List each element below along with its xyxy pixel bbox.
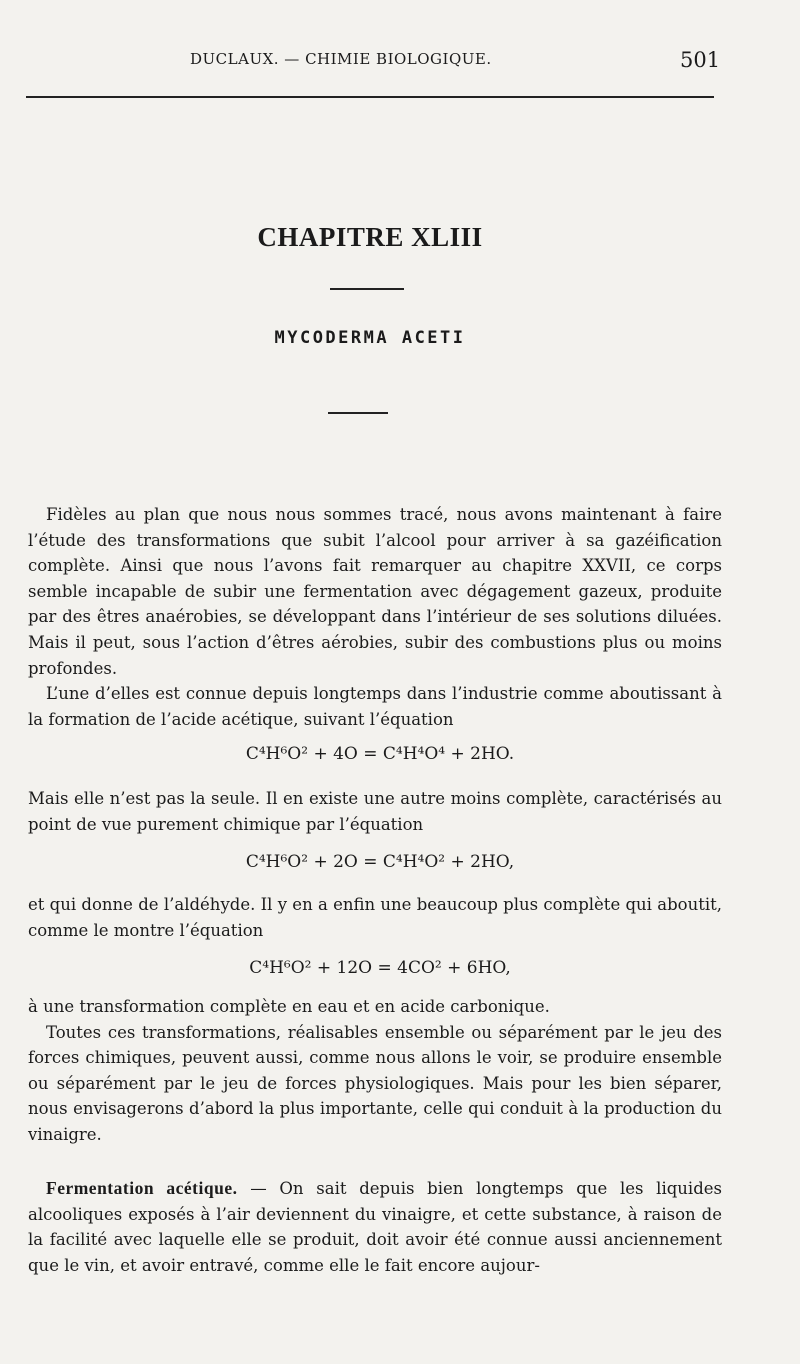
chapter-title: CHAPITRE XLIII bbox=[257, 222, 483, 252]
paragraph-intro bbox=[28, 502, 722, 732]
paragraph-2: L’une d’elles est connue depuis longtemps dans l’industrie comme aboutissant à la formation de l’acide acétique, suivant l’équation bbox=[28, 684, 722, 729]
equation-complete: C⁴H⁶O² + 12O = 4CO² + 6HO, bbox=[249, 958, 511, 978]
paragraph-7 bbox=[28, 1176, 722, 1278]
paragraph-block-5 bbox=[28, 1176, 722, 1278]
paragraph-7-text: — On sait depuis bien longtemps que les liquides alcooliques exposés à l’air deviennent du vinaigre, et cette substance, à raison de la facilité avec laquelle elle se produit, doit avoir été connue aussi anciennement que le vin, et avoir entravé, comme elle le fait encore aujour- bbox=[28, 1179, 722, 1275]
equation-aldehyde: C⁴H⁶O² + 2O = C⁴H⁴O² + 2HO, bbox=[245, 852, 515, 872]
chapter-divider bbox=[330, 288, 404, 290]
paragraph-3: Mais elle n’est pas la seule. Il en existe une autre moins complète, caractérisés au point de vue purement chimique par l’équation bbox=[28, 789, 722, 834]
paragraph-block-2 bbox=[28, 786, 722, 837]
fermentation-heading: Fermentation acétique. bbox=[46, 1178, 238, 1198]
paragraph-1: Fidèles au plan que nous nous sommes tracé, nous avons maintenant à faire l’étude des transformations que subit l’alcool pour arriver à sa gazéification complète. Ainsi que nous l’avons fait remarquer au chapitre XXVII, ce corps semble incapable de subir une fermentation avec dégagement gazeux, produite par des êtres anaérobies, se développant dans l’intérieur de ses solutions diluées. Mais il peut, sous l’action d’êtres aérobies, subir des combustions plus ou moins profondes. bbox=[28, 505, 722, 678]
paragraph-6: Toutes ces transformations, réalisables ensemble ou séparément par le jeu des forces chimiques, peuvent aussi, comme nous allons le voir, se produire ensemble ou séparément par le jeu de forces physiologiques. Mais pour les bien séparer, nous envisagerons d’abord la plus importante, celle qui conduit à la production du vinaigre. bbox=[28, 1022, 722, 1144]
paragraph-block-3 bbox=[28, 892, 722, 943]
equation-acetic: C⁴H⁶O² + 4O = C⁴H⁴O⁴ + 2HO. bbox=[245, 744, 515, 764]
paragraph-5: à une transformation complète en eau et en acide carbonique. bbox=[28, 997, 550, 1016]
page-number: 501 bbox=[680, 48, 721, 72]
running-title: DUCLAUX. — CHIMIE BIOLOGIQUE. bbox=[190, 50, 492, 68]
paragraph-block-4 bbox=[28, 994, 722, 1148]
chapter-subtitle: MYCODERMA ACETI bbox=[274, 328, 466, 348]
header-rule bbox=[26, 96, 714, 98]
paragraph-4: et qui donne de l’aldéhyde. Il y en a enfin une beaucoup plus complète qui aboutit, comme le montre l’équation bbox=[28, 895, 722, 940]
section-divider bbox=[328, 412, 388, 414]
